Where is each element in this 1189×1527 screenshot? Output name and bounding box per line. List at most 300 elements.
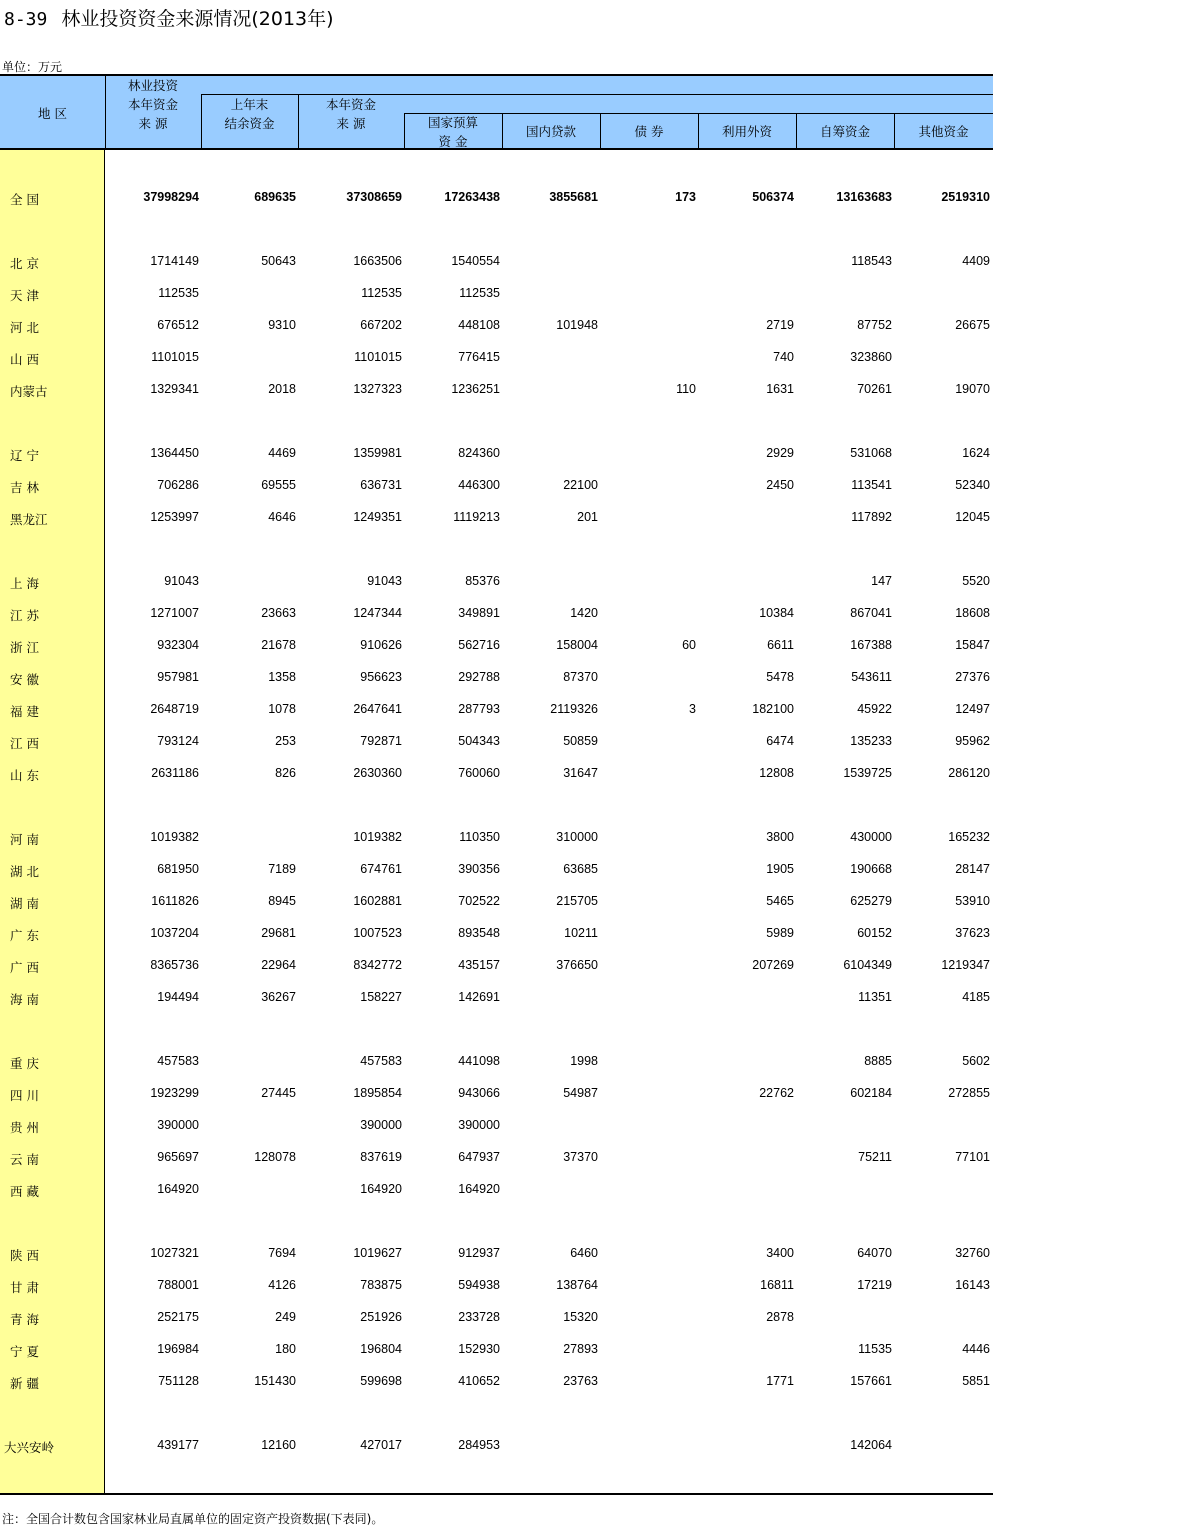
value-cell: 2450 bbox=[766, 478, 794, 492]
value-cell: 23763 bbox=[563, 1374, 598, 1388]
value-cell: 390356 bbox=[458, 862, 500, 876]
value-cell: 196984 bbox=[157, 1342, 199, 1356]
value-cell: 27445 bbox=[261, 1086, 296, 1100]
value-cell: 1019382 bbox=[150, 830, 199, 844]
value-cell: 135233 bbox=[850, 734, 892, 748]
value-cell: 910626 bbox=[360, 638, 402, 652]
value-cell: 2648719 bbox=[150, 702, 199, 716]
table-row bbox=[0, 606, 993, 626]
table-title-text: 林业投资资金来源情况(2013年) bbox=[61, 8, 334, 30]
value-cell: 826 bbox=[275, 766, 296, 780]
table-title bbox=[4, 4, 334, 31]
col-header-carry-line2: 结余资金 bbox=[224, 116, 275, 131]
value-cell: 117892 bbox=[851, 510, 892, 524]
value-cell: 15847 bbox=[955, 638, 990, 652]
value-cell: 1359981 bbox=[353, 446, 402, 460]
col-header-self: 自筹资金 bbox=[819, 124, 870, 139]
value-cell: 543611 bbox=[851, 670, 892, 684]
value-cell: 4126 bbox=[268, 1278, 296, 1292]
value-cell: 157661 bbox=[850, 1374, 892, 1388]
region-cell: 河 北 bbox=[10, 320, 39, 335]
value-cell: 27376 bbox=[955, 670, 990, 684]
value-cell: 12160 bbox=[261, 1438, 296, 1452]
value-cell: 17219 bbox=[857, 1278, 892, 1292]
value-cell: 1923299 bbox=[150, 1086, 199, 1100]
value-cell: 837619 bbox=[360, 1150, 402, 1164]
value-cell: 5602 bbox=[962, 1054, 990, 1068]
value-cell: 867041 bbox=[850, 606, 892, 620]
value-cell: 16811 bbox=[760, 1278, 794, 1292]
table-row bbox=[0, 638, 993, 658]
value-cell: 10211 bbox=[564, 926, 598, 940]
value-cell: 1101015 bbox=[151, 350, 199, 364]
value-cell: 194494 bbox=[157, 990, 199, 1004]
value-cell: 16143 bbox=[955, 1278, 990, 1292]
value-cell: 9310 bbox=[268, 318, 296, 332]
table-number: 8-39 bbox=[4, 9, 48, 30]
value-cell: 457583 bbox=[157, 1054, 199, 1068]
value-cell: 85376 bbox=[465, 574, 500, 588]
region-cell: 甘 肃 bbox=[10, 1280, 39, 1295]
value-cell: 15320 bbox=[563, 1310, 598, 1324]
value-cell: 173 bbox=[675, 190, 696, 204]
value-cell: 152930 bbox=[458, 1342, 500, 1356]
table-row bbox=[0, 1310, 993, 1330]
value-cell: 53910 bbox=[955, 894, 990, 908]
value-cell: 91043 bbox=[164, 574, 199, 588]
value-cell: 6474 bbox=[766, 734, 794, 748]
value-cell: 310000 bbox=[556, 830, 598, 844]
value-cell: 52340 bbox=[955, 478, 990, 492]
value-cell: 932304 bbox=[157, 638, 199, 652]
region-cell: 江 西 bbox=[10, 736, 39, 751]
value-cell: 3 bbox=[689, 702, 696, 716]
value-cell: 1078 bbox=[268, 702, 296, 716]
col-header-current-line2: 来 源 bbox=[336, 116, 366, 131]
value-cell: 410652 bbox=[458, 1374, 500, 1388]
value-cell: 2519310 bbox=[941, 190, 990, 204]
value-cell: 2630360 bbox=[353, 766, 402, 780]
region-cell: 四 川 bbox=[10, 1088, 39, 1103]
value-cell: 101948 bbox=[556, 318, 598, 332]
value-cell: 147 bbox=[871, 574, 892, 588]
region-cell: 福 建 bbox=[10, 704, 39, 719]
value-cell: 8342772 bbox=[353, 958, 402, 972]
value-cell: 824360 bbox=[458, 446, 500, 460]
table-row bbox=[0, 1150, 993, 1170]
value-cell: 783875 bbox=[360, 1278, 402, 1292]
value-cell: 11351 bbox=[858, 990, 892, 1004]
value-cell: 10384 bbox=[759, 606, 794, 620]
value-cell: 1714149 bbox=[150, 254, 199, 268]
value-cell: 674761 bbox=[360, 862, 402, 876]
value-cell: 1905 bbox=[766, 862, 794, 876]
region-cell: 湖 南 bbox=[10, 896, 39, 911]
value-cell: 1358 bbox=[268, 670, 296, 684]
value-cell: 676512 bbox=[157, 318, 199, 332]
value-cell: 6104349 bbox=[843, 958, 892, 972]
col-header-other: 其他资金 bbox=[918, 124, 969, 139]
col-header-current-line1: 本年资金 bbox=[325, 97, 376, 112]
value-cell: 751128 bbox=[158, 1374, 199, 1388]
col-header-bond: 债 券 bbox=[634, 124, 664, 139]
value-cell: 7189 bbox=[268, 862, 296, 876]
region-cell: 辽 宁 bbox=[10, 448, 39, 463]
value-cell: 158227 bbox=[360, 990, 402, 1004]
value-cell: 4469 bbox=[268, 446, 296, 460]
value-cell: 1249351 bbox=[353, 510, 402, 524]
value-cell: 54987 bbox=[563, 1086, 598, 1100]
value-cell: 22762 bbox=[759, 1086, 794, 1100]
value-cell: 636731 bbox=[360, 478, 402, 492]
col-header-budget-line1: 国家预算 bbox=[427, 115, 478, 130]
col-header-total-line1: 林业投资 bbox=[127, 78, 178, 93]
table-row bbox=[0, 478, 993, 498]
value-cell: 29681 bbox=[261, 926, 296, 940]
value-cell: 1539725 bbox=[843, 766, 892, 780]
region-cell: 陕 西 bbox=[10, 1248, 39, 1263]
value-cell: 2119326 bbox=[550, 702, 598, 716]
value-cell: 647937 bbox=[458, 1150, 500, 1164]
col-header-carry-line1: 上年末 bbox=[230, 97, 269, 112]
table-row bbox=[0, 862, 993, 882]
value-cell: 2929 bbox=[766, 446, 794, 460]
table-row bbox=[0, 350, 993, 370]
value-cell: 272855 bbox=[948, 1086, 990, 1100]
col-header-region: 地 区 bbox=[38, 106, 67, 121]
value-cell: 943066 bbox=[458, 1086, 500, 1100]
value-cell: 138764 bbox=[556, 1278, 598, 1292]
value-cell: 12045 bbox=[955, 510, 990, 524]
value-cell: 1329341 bbox=[150, 382, 199, 396]
value-cell: 151430 bbox=[254, 1374, 296, 1388]
value-cell: 1236251 bbox=[451, 382, 500, 396]
table-row bbox=[0, 1118, 993, 1138]
value-cell: 112535 bbox=[158, 286, 199, 300]
table-row bbox=[0, 830, 993, 850]
table-row bbox=[0, 286, 993, 306]
value-cell: 5989 bbox=[766, 926, 794, 940]
region-cell: 大兴安岭 bbox=[4, 1440, 55, 1455]
value-cell: 50859 bbox=[563, 734, 598, 748]
value-cell: 965697 bbox=[157, 1150, 199, 1164]
value-cell: 36267 bbox=[261, 990, 296, 1004]
value-cell: 180 bbox=[275, 1342, 296, 1356]
value-cell: 5465 bbox=[766, 894, 794, 908]
value-cell: 1027321 bbox=[150, 1246, 199, 1260]
value-cell: 625279 bbox=[850, 894, 892, 908]
value-cell: 1663506 bbox=[353, 254, 402, 268]
value-cell: 164920 bbox=[157, 1182, 199, 1196]
value-cell: 562716 bbox=[458, 638, 500, 652]
value-cell: 112535 bbox=[459, 286, 500, 300]
value-cell: 37998294 bbox=[143, 190, 199, 204]
value-cell: 164920 bbox=[458, 1182, 500, 1196]
value-cell: 390000 bbox=[458, 1118, 500, 1132]
value-cell: 95962 bbox=[955, 734, 990, 748]
value-cell: 1998 bbox=[570, 1054, 598, 1068]
region-cell: 湖 北 bbox=[10, 864, 39, 879]
value-cell: 776415 bbox=[458, 350, 500, 364]
region-cell: 贵 州 bbox=[10, 1120, 39, 1135]
value-cell: 1037204 bbox=[150, 926, 199, 940]
value-cell: 112535 bbox=[361, 286, 402, 300]
region-cell: 河 南 bbox=[10, 832, 39, 847]
value-cell: 252175 bbox=[157, 1310, 199, 1324]
value-cell: 3800 bbox=[766, 830, 794, 844]
value-cell: 1219347 bbox=[941, 958, 990, 972]
value-cell: 249 bbox=[275, 1310, 296, 1324]
value-cell: 441098 bbox=[458, 1054, 500, 1068]
value-cell: 77101 bbox=[955, 1150, 990, 1164]
value-cell: 17263438 bbox=[444, 190, 500, 204]
footnote: 注：全国合计数包含国家林业局直属单位的固定资产投资数据(下表同)。 bbox=[2, 1512, 384, 1526]
value-cell: 504343 bbox=[458, 734, 500, 748]
value-cell: 18608 bbox=[955, 606, 990, 620]
value-cell: 110 bbox=[676, 382, 696, 396]
value-cell: 2647641 bbox=[353, 702, 402, 716]
value-cell: 702522 bbox=[458, 894, 500, 908]
value-cell: 37370 bbox=[563, 1150, 598, 1164]
value-cell: 1007523 bbox=[353, 926, 402, 940]
table-row bbox=[0, 1438, 993, 1458]
value-cell: 446300 bbox=[458, 478, 500, 492]
table-row bbox=[0, 894, 993, 914]
value-cell: 1119213 bbox=[453, 510, 500, 524]
table-row bbox=[0, 1342, 993, 1362]
value-cell: 12497 bbox=[955, 702, 990, 716]
value-cell: 251926 bbox=[360, 1310, 402, 1324]
value-cell: 599698 bbox=[360, 1374, 402, 1388]
value-cell: 167388 bbox=[850, 638, 892, 652]
value-cell: 893548 bbox=[458, 926, 500, 940]
value-cell: 323860 bbox=[850, 350, 892, 364]
value-cell: 912937 bbox=[458, 1246, 500, 1260]
value-cell: 27893 bbox=[563, 1342, 598, 1356]
table-row bbox=[0, 702, 993, 722]
value-cell: 1895854 bbox=[353, 1086, 402, 1100]
value-cell: 4185 bbox=[962, 990, 990, 1004]
region-cell: 广 东 bbox=[10, 928, 39, 943]
value-cell: 118543 bbox=[851, 254, 892, 268]
table-row bbox=[0, 574, 993, 594]
value-cell: 87752 bbox=[857, 318, 892, 332]
table-row bbox=[0, 1278, 993, 1298]
value-cell: 207269 bbox=[752, 958, 794, 972]
col-header-foreign: 利用外资 bbox=[721, 124, 772, 139]
col-header-total-line3: 来 源 bbox=[138, 116, 168, 131]
value-cell: 158004 bbox=[556, 638, 598, 652]
value-cell: 8885 bbox=[864, 1054, 892, 1068]
value-cell: 2018 bbox=[268, 382, 296, 396]
value-cell: 201 bbox=[577, 510, 598, 524]
value-cell: 506374 bbox=[752, 190, 794, 204]
value-cell: 760060 bbox=[458, 766, 500, 780]
value-cell: 1019627 bbox=[353, 1246, 402, 1260]
value-cell: 5520 bbox=[962, 574, 990, 588]
value-cell: 1327323 bbox=[353, 382, 402, 396]
col-header-budget-line2: 资 金 bbox=[438, 134, 468, 149]
value-cell: 19070 bbox=[955, 382, 990, 396]
value-cell: 2719 bbox=[766, 318, 794, 332]
region-cell: 广 西 bbox=[10, 960, 39, 975]
table-row bbox=[0, 1374, 993, 1394]
table-row bbox=[0, 1246, 993, 1266]
table-row bbox=[0, 734, 993, 754]
value-cell: 196804 bbox=[360, 1342, 402, 1356]
region-cell: 浙 江 bbox=[10, 640, 39, 655]
value-cell: 427017 bbox=[360, 1438, 402, 1452]
unit-label: 单位：万元 bbox=[2, 60, 63, 74]
value-cell: 448108 bbox=[458, 318, 500, 332]
value-cell: 1771 bbox=[766, 1374, 794, 1388]
value-cell: 1019382 bbox=[353, 830, 402, 844]
value-cell: 190668 bbox=[850, 862, 892, 876]
value-cell: 64070 bbox=[857, 1246, 892, 1260]
region-cell: 安 徽 bbox=[10, 672, 39, 687]
value-cell: 50643 bbox=[261, 254, 296, 268]
table-row bbox=[0, 990, 993, 1010]
value-cell: 75211 bbox=[858, 1150, 892, 1164]
value-cell: 5851 bbox=[962, 1374, 990, 1388]
value-cell: 3855681 bbox=[549, 190, 598, 204]
table-bottom-border bbox=[0, 1493, 993, 1495]
value-cell: 681950 bbox=[157, 862, 199, 876]
value-cell: 390000 bbox=[157, 1118, 199, 1132]
value-cell: 793124 bbox=[157, 734, 199, 748]
region-cell: 天 津 bbox=[10, 288, 39, 303]
value-cell: 2878 bbox=[766, 1310, 794, 1324]
value-cell: 5478 bbox=[766, 670, 794, 684]
table-header bbox=[0, 74, 993, 150]
value-cell: 110350 bbox=[459, 830, 500, 844]
region-cell: 新 疆 bbox=[10, 1376, 39, 1391]
region-cell: 山 东 bbox=[10, 768, 39, 783]
region-cell: 北 京 bbox=[10, 256, 39, 271]
table-row bbox=[0, 1182, 993, 1202]
value-cell: 740 bbox=[773, 350, 794, 364]
table-row bbox=[0, 926, 993, 946]
value-cell: 91043 bbox=[367, 574, 402, 588]
table-row bbox=[0, 1054, 993, 1074]
col-header-loan: 国内贷款 bbox=[525, 124, 576, 139]
value-cell: 1247344 bbox=[353, 606, 402, 620]
value-cell: 6460 bbox=[570, 1246, 598, 1260]
value-cell: 233728 bbox=[458, 1310, 500, 1324]
value-cell: 1611826 bbox=[151, 894, 199, 908]
value-cell: 45922 bbox=[857, 702, 892, 716]
value-cell: 22964 bbox=[261, 958, 296, 972]
value-cell: 37623 bbox=[955, 926, 990, 940]
table-row bbox=[0, 446, 993, 466]
value-cell: 689635 bbox=[254, 190, 296, 204]
value-cell: 292788 bbox=[458, 670, 500, 684]
value-cell: 956623 bbox=[360, 670, 402, 684]
value-cell: 957981 bbox=[157, 670, 199, 684]
value-cell: 215705 bbox=[556, 894, 598, 908]
region-cell: 内蒙古 bbox=[10, 384, 48, 399]
value-cell: 1540554 bbox=[451, 254, 500, 268]
region-cell: 江 苏 bbox=[10, 608, 39, 623]
value-cell: 8365736 bbox=[150, 958, 199, 972]
value-cell: 165232 bbox=[948, 830, 990, 844]
value-cell: 87370 bbox=[563, 670, 598, 684]
value-cell: 1420 bbox=[570, 606, 598, 620]
table-row bbox=[0, 382, 993, 402]
value-cell: 706286 bbox=[157, 478, 199, 492]
table-row bbox=[0, 318, 993, 338]
region-cell: 上 海 bbox=[10, 576, 39, 591]
value-cell: 430000 bbox=[850, 830, 892, 844]
value-cell: 37308659 bbox=[346, 190, 402, 204]
value-cell: 142691 bbox=[458, 990, 500, 1004]
value-cell: 1271007 bbox=[150, 606, 199, 620]
table-row bbox=[0, 958, 993, 978]
value-cell: 602184 bbox=[850, 1086, 892, 1100]
value-cell: 142064 bbox=[850, 1438, 892, 1452]
value-cell: 390000 bbox=[360, 1118, 402, 1132]
region-cell: 黑龙江 bbox=[10, 512, 48, 527]
value-cell: 12808 bbox=[759, 766, 794, 780]
value-cell: 792871 bbox=[360, 734, 402, 748]
region-cell: 全 国 bbox=[10, 192, 39, 207]
value-cell: 1253997 bbox=[150, 510, 199, 524]
value-cell: 1101015 bbox=[354, 350, 402, 364]
region-cell: 吉 林 bbox=[10, 480, 39, 495]
value-cell: 60 bbox=[682, 638, 696, 652]
value-cell: 284953 bbox=[458, 1438, 500, 1452]
value-cell: 349891 bbox=[458, 606, 500, 620]
value-cell: 182100 bbox=[752, 702, 794, 716]
table-row bbox=[0, 510, 993, 530]
value-cell: 60152 bbox=[857, 926, 892, 940]
value-cell: 11535 bbox=[858, 1342, 892, 1356]
value-cell: 2631186 bbox=[151, 766, 199, 780]
value-cell: 531068 bbox=[850, 446, 892, 460]
col-header-total-line2: 本年资金 bbox=[127, 97, 178, 112]
value-cell: 1624 bbox=[962, 446, 990, 460]
table-row bbox=[0, 1086, 993, 1106]
value-cell: 3400 bbox=[766, 1246, 794, 1260]
region-cell: 青 海 bbox=[10, 1312, 39, 1327]
table-row bbox=[0, 670, 993, 690]
value-cell: 28147 bbox=[955, 862, 990, 876]
region-cell: 西 藏 bbox=[10, 1184, 39, 1199]
region-cell: 云 南 bbox=[10, 1152, 39, 1167]
value-cell: 31647 bbox=[563, 766, 598, 780]
value-cell: 6611 bbox=[767, 638, 794, 652]
value-cell: 4646 bbox=[268, 510, 296, 524]
value-cell: 69555 bbox=[261, 478, 296, 492]
region-cell: 海 南 bbox=[10, 992, 39, 1007]
value-cell: 32760 bbox=[955, 1246, 990, 1260]
region-cell: 山 西 bbox=[10, 352, 39, 367]
value-cell: 788001 bbox=[157, 1278, 199, 1292]
value-cell: 63685 bbox=[563, 862, 598, 876]
value-cell: 667202 bbox=[360, 318, 402, 332]
value-cell: 1364450 bbox=[150, 446, 199, 460]
value-cell: 4409 bbox=[962, 254, 990, 268]
value-cell: 70261 bbox=[857, 382, 892, 396]
value-cell: 128078 bbox=[254, 1150, 296, 1164]
value-cell: 4446 bbox=[962, 1342, 990, 1356]
value-cell: 1631 bbox=[766, 382, 794, 396]
value-cell: 113541 bbox=[851, 478, 892, 492]
value-cell: 439177 bbox=[157, 1438, 199, 1452]
region-cell: 宁 夏 bbox=[10, 1344, 39, 1359]
value-cell: 1602881 bbox=[353, 894, 402, 908]
value-cell: 435157 bbox=[458, 958, 500, 972]
